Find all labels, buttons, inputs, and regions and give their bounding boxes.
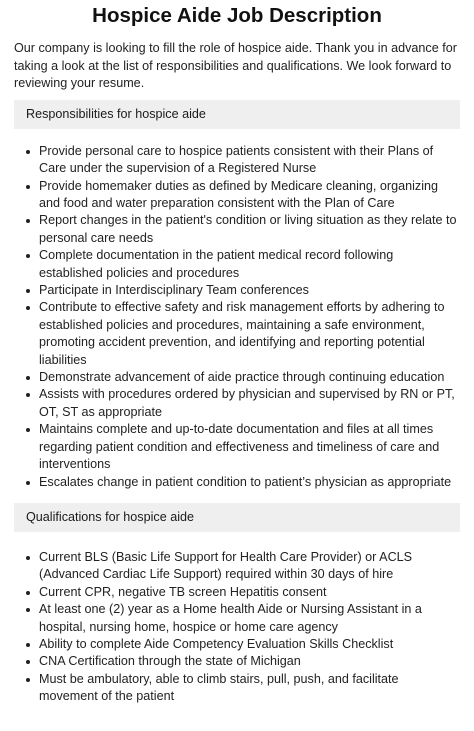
list-item: Complete documentation in the patient medical record following established policies and procedures — [39, 247, 460, 282]
list-item: Provide homemaker duties as defined by Medicare cleaning, organizing and food and water preparation consistent with the Plan of Care — [39, 178, 460, 213]
list-item: Provide personal care to hospice patients consistent with their Plans of Care under the supervision of a Registered Nurse — [39, 143, 460, 178]
list-item: Assists with procedures ordered by physician and supervised by RN or PT, OT, ST as appropriate — [39, 386, 460, 421]
qualifications-list — [14, 549, 460, 706]
page-title: Hospice Aide Job Description — [92, 4, 382, 27]
list-item: Ability to complete Aide Competency Evaluation Skills Checklist — [39, 636, 460, 653]
list-item: Maintains complete and up-to-date documentation and files at all times regarding patient condition and effectiveness and timeliness of care and interventions — [39, 421, 460, 473]
responsibilities-heading: Responsibilities for hospice aide — [14, 100, 460, 129]
list-item: CNA Certification through the state of Michigan — [39, 653, 460, 670]
qualifications-heading: Qualifications for hospice aide — [14, 503, 460, 532]
list-item: Current BLS (Basic Life Support for Health Care Provider) or ACLS (Advanced Cardiac Life Support) required within 30 days of hire — [39, 549, 460, 584]
responsibilities-list — [14, 143, 460, 491]
list-item: Demonstrate advancement of aide practice through continuing education — [39, 369, 460, 386]
list-item: Must be ambulatory, able to climb stairs, pull, push, and facilitate movement of the patient — [39, 671, 460, 706]
list-item: Escalates change in patient condition to patient’s physician as appropriate — [39, 474, 460, 491]
list-item: Contribute to effective safety and risk management efforts by adhering to established policies and procedures, maintaining a safe environment, promoting accident prevention, and identifying and reporting potential liabilities — [39, 299, 460, 369]
intro-paragraph: Our company is looking to fill the role of hospice aide. Thank you in advance for taking a look at the list of responsibilities and qualifications. We look forward to reviewing your resume. — [14, 41, 457, 91]
list-item: At least one (2) year as a Home health Aide or Nursing Assistant in a hospital, nursing home, hospice or home care agency — [39, 601, 460, 636]
list-item: Current CPR, negative TB screen Hepatitis consent — [39, 584, 460, 601]
list-item: Participate in Interdisciplinary Team conferences — [39, 282, 460, 299]
list-item: Report changes in the patient's condition or living situation as they relate to personal care needs — [39, 212, 460, 247]
